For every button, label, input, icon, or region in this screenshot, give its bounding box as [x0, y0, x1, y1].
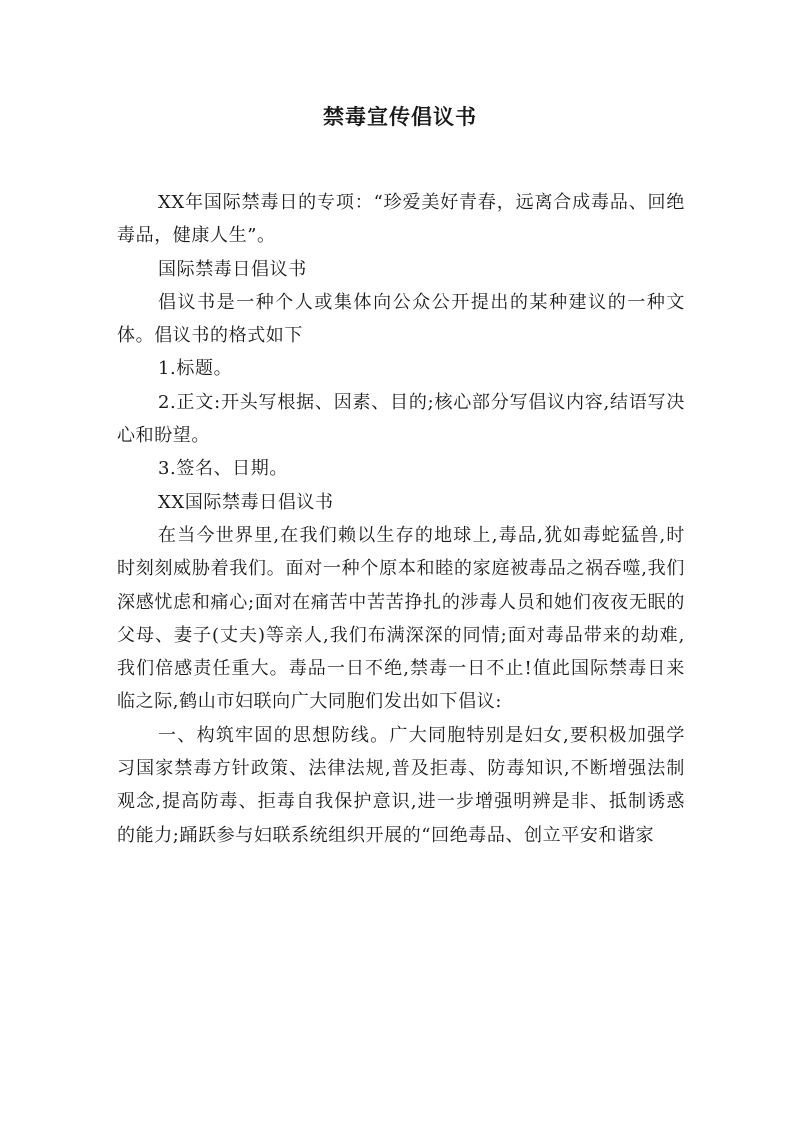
paragraph-format-item-1: 1.标题。	[158, 358, 233, 380]
paragraph-heading-xx-proposal: XX国际禁毒日倡议书	[158, 491, 334, 513]
paragraph-introduction: 在当今世界里,在我们赖以生存的地球上,毒品,犹如毒蛇猛兽,时时刻刻威胁着我们。面对一种个原本和睦的家庭被毒品之祸吞噬,我们深感忧虑和痛心;面对在痛苦中苦苦挣扎的涉毒人员和她们夜夜无眠的父母、妻子(丈夫)等亲人,我们布满深深的同情;面对毒品带来的劫难,我们倍感责任重大。毒品一日不绝,禁毒一日不止!值此国际禁毒日来临之际,鹤山市妇联向广大同胞们发出如下倡议:	[117, 524, 685, 713]
document-title: 禁毒宣传倡议书	[323, 104, 477, 129]
paragraph-format-item-2: 2.正文:开头写根据、因素、目的;核心部分写倡议内容,结语写决心和盼望。	[117, 391, 685, 447]
paragraph-heading-proposal: 国际禁毒日倡议书	[158, 258, 307, 280]
paragraph-theme: XX年国际禁毒日的专项：“珍爱美好青春，远离合成毒品、回绝毒品，健康人生”。	[117, 192, 685, 247]
document-body	[117, 186, 685, 852]
paragraph-definition: 倡议书是一种个人或集体向公众公开提出的某种建议的一种文体。倡议书的格式如下	[117, 291, 685, 347]
paragraph-format-item-3: 3.签名、日期。	[158, 458, 288, 480]
paragraph-proposal-1: 一、构筑牢固的思想防线。广大同胞特别是妇女,要积极加强学习国家禁毒方针政策、法律法规,普及拒毒、防毒知识,不断增强法制观念,提高防毒、拒毒自我保护意识,进一步增强明辨是非、抵制诱惑的能力;踊跃参与妇联系统组织开展的“回绝毒品、创立平安和谐家	[117, 724, 685, 846]
